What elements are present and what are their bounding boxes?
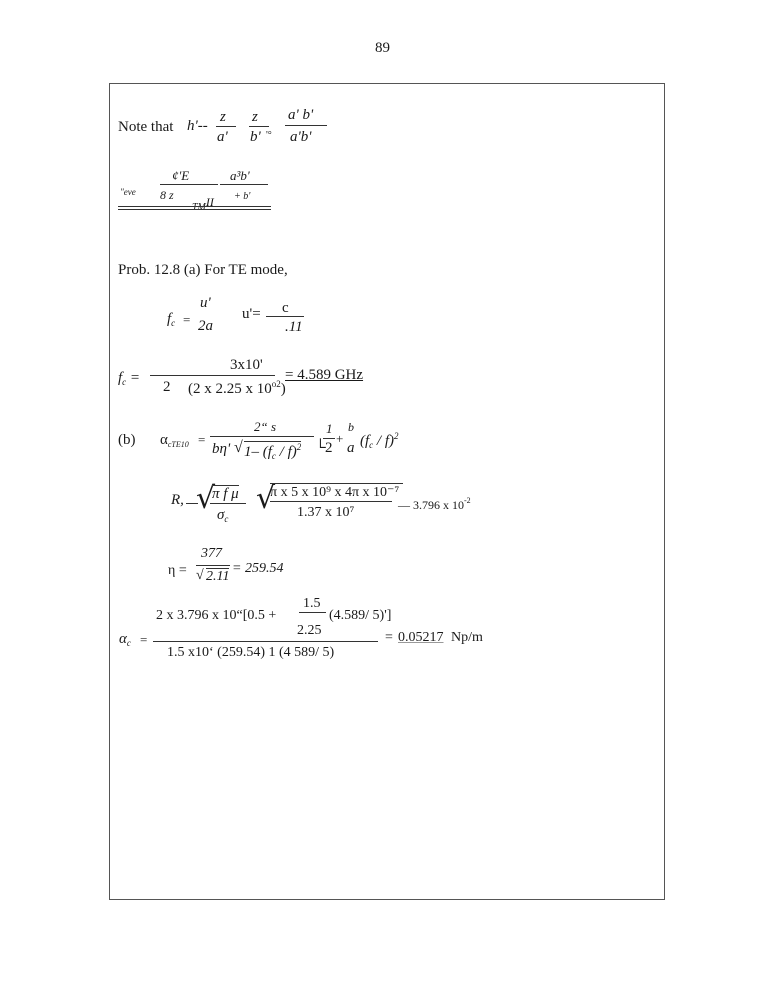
frac5-den: + b' xyxy=(234,191,251,202)
fc-eq: = xyxy=(183,312,191,327)
eta-bar xyxy=(196,565,230,566)
frac3-den: a'b' xyxy=(290,129,312,145)
alpha-bar xyxy=(210,436,314,437)
frac4-den: 8 z xyxy=(160,188,174,202)
tm-sup: II xyxy=(205,195,214,209)
eta-lhs: η = xyxy=(168,563,187,578)
ac-lhs xyxy=(119,631,131,648)
frac2-suffix: '° xyxy=(266,130,272,141)
alpha-den-text: 1– (f xyxy=(244,444,272,460)
fc2-sub: c xyxy=(122,377,127,387)
uprime-num: c xyxy=(282,300,289,316)
frac4-num: ¢'E xyxy=(172,168,190,183)
rs-frac1-bar xyxy=(210,503,246,504)
frac2-num: z xyxy=(252,109,258,125)
fc2-f: f xyxy=(118,370,123,386)
frac5-num: a³b' xyxy=(230,168,250,183)
ac-den: 1.5 x10‘ (259.54) 1 (4 589/ 5) xyxy=(167,645,335,660)
frac1-den: a' xyxy=(217,129,228,145)
alpha-num: 2“ s xyxy=(254,419,277,434)
alpha-lhs xyxy=(160,432,189,449)
fcf-close: / f) xyxy=(373,433,395,449)
fc-f: f xyxy=(167,311,172,327)
ba-num: b xyxy=(348,420,354,434)
rs-den2: 1.37 x 10⁷ xyxy=(297,505,355,520)
fc-sub: c xyxy=(171,318,176,328)
frac5-bar xyxy=(220,184,268,185)
rs-den1-sub: c xyxy=(224,514,229,524)
rs-lhs: R, xyxy=(171,492,184,508)
double-underline-top xyxy=(118,206,271,207)
rs-num2: π x 5 x 10⁹ x 4π x 10⁻⁷ xyxy=(270,483,403,501)
ac-num-a: 2 x 3.796 x 10“[0.5 + xyxy=(156,608,277,623)
ac-result-value: 0.05217 xyxy=(398,630,444,645)
rs-den1 xyxy=(217,507,228,524)
alpha-symbol: α xyxy=(160,432,168,448)
fc2-den-exp: o2 xyxy=(271,379,281,389)
eta-den: 2.11 xyxy=(206,569,230,584)
alpha-sub: cTE10 xyxy=(167,440,189,449)
alpha-den-d: / f) xyxy=(275,444,297,460)
half-num: 1 xyxy=(326,421,333,436)
alpha-den-a: bη' xyxy=(212,441,231,457)
h-lhs: h'-- xyxy=(187,118,208,134)
ac-sub: c xyxy=(126,638,131,648)
fc2-den-b xyxy=(188,379,286,398)
uprime-den: .11 xyxy=(285,319,303,335)
fcf-text: (f xyxy=(360,433,370,449)
ac-num-b: (4.589/ 5)'] xyxy=(329,608,392,623)
uprime-bar xyxy=(266,316,304,317)
fc-den: 2a xyxy=(198,318,213,334)
frac2-den: b' xyxy=(250,129,261,145)
page-number: 89 xyxy=(375,40,390,56)
fcf xyxy=(360,431,399,450)
rs-frac2-bar xyxy=(270,501,392,502)
rs-result-exp: -2 xyxy=(464,496,471,505)
fc-lhs xyxy=(167,311,175,328)
ac-alpha: α xyxy=(119,631,127,647)
alpha-sqrt-icon: √ xyxy=(234,439,243,456)
frac2-bar xyxy=(249,126,269,127)
double-underline-bottom xyxy=(118,209,271,210)
frac4-bar xyxy=(160,184,218,185)
ac-num-frac-bar xyxy=(299,612,326,613)
eta-sqrt-icon: √ xyxy=(196,568,204,583)
part-b-label: (b) xyxy=(118,432,136,448)
fc2-den-text: (2 x 2.25 x 10 xyxy=(188,381,272,397)
note-label: Note that xyxy=(118,119,174,135)
rs-sqrt2-icon: √ xyxy=(256,481,276,516)
ac-result-unit: Np/m xyxy=(451,630,483,645)
fcf-sub: c xyxy=(369,440,374,450)
half-den: 2 xyxy=(325,440,333,456)
alpha-eq: = xyxy=(198,432,206,447)
alpha-den-sub: c xyxy=(271,451,276,461)
ac-bar xyxy=(153,641,378,642)
fc2-den-close: ) xyxy=(280,381,286,397)
frac3-num: a' b' xyxy=(288,107,314,123)
ac-result-eq: = xyxy=(385,630,393,645)
tm-sub xyxy=(192,195,214,213)
rs-result-text: — 3.796 x 10 xyxy=(398,498,464,512)
rs-result xyxy=(398,496,471,513)
rs-den1-sigma: σ xyxy=(217,507,225,523)
frac3-bar xyxy=(285,125,327,126)
problem-heading: Prob. 12.8 (a) For TE mode, xyxy=(118,262,288,278)
fc-result: = 4.589 GHz xyxy=(285,367,364,383)
eta-num: 377 xyxy=(201,546,222,561)
fcf-exp: 2 xyxy=(394,431,399,441)
eta-result: = 259.54 xyxy=(232,561,284,576)
alpha-den-b xyxy=(244,441,301,461)
ac-eq: = xyxy=(140,632,148,647)
ac-num-frac-num: 1.5 xyxy=(303,596,321,611)
fc2-num: 3x10' xyxy=(230,357,263,373)
fc2-bar xyxy=(150,375,275,376)
rs-sqrt1-icon: √ xyxy=(196,481,216,516)
fc2-lhs: $f_c$ = xyxy=(118,370,141,387)
alpha-den-exp: 2 xyxy=(296,442,302,452)
line2-prefix: "eve xyxy=(120,187,136,197)
frac1-bar xyxy=(216,126,236,127)
rs-num1: π f μ xyxy=(212,486,239,502)
frac1-num: z xyxy=(220,109,226,125)
bracket-icon: └ xyxy=(315,440,326,456)
tm-text: TM xyxy=(192,202,206,213)
half-bar xyxy=(323,438,335,439)
uprime-lhs: u'= xyxy=(242,306,261,322)
ac-num-frac-den: 2.25 xyxy=(297,623,322,638)
ba-den: a xyxy=(347,440,355,456)
fc-num: u' xyxy=(200,295,211,311)
fc2-den-a: 2 xyxy=(163,379,171,395)
plus: + xyxy=(336,431,344,446)
